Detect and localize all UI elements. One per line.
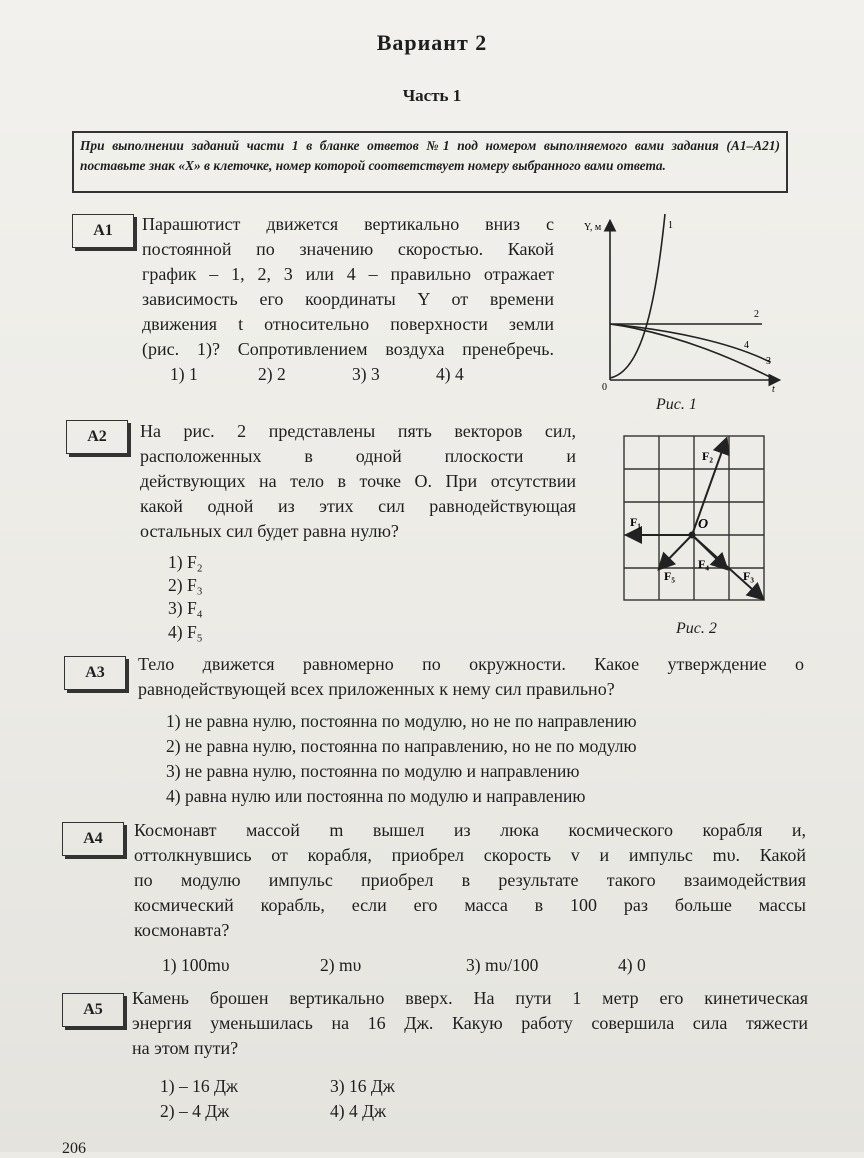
a1-option-2: 2) 2 [258,364,286,384]
question-a3-text: Тело движется равномерно по окружности. Какое утверждение о равнодействующей всех приложенных к нему сил правильно? [138,654,804,699]
a2-option-1: 1) F₂ [168,552,203,572]
question-a4-text: Космонавт массой m вышел из люка космического корабля и, оттолкнувшись от корабля, приобрел скорость v и импульс mυ. Какой по модулю импульс приобрел в результате такого взаимодействия космический корабль, если его масса в 100 раз больше массы космонавта? [134,820,806,940]
a2-option-4: 4) F₅ [168,622,203,642]
curve-1-label: 1 [668,220,673,231]
a1-option-3: 3) 3 [352,364,380,384]
a4-option-2: 2) mυ [320,955,362,975]
a4-option-1: 1) 100mυ [162,955,230,975]
a1-option-1: 1) 1 [170,364,198,384]
curve-3-label: 3 [766,356,771,367]
a1-option-4: 4) 4 [436,364,464,384]
question-label-a3: A3 [64,656,126,690]
vector-f1-label: F₁ [630,515,641,529]
a3-option-2: 2) не равна нулю, постоянна по направлению, но не по модулю [166,736,637,756]
figure-1-caption: Рис. 1 [656,396,697,413]
page-number: 206 [62,1140,86,1157]
figure-2-vectors [622,434,768,604]
part-title: Часть 1 [402,86,462,105]
question-label-a5: A5 [62,993,124,1027]
vector-f5 [660,535,692,568]
a3-option-1: 1) не равна нулю, постоянна по модулю, но не по направлению [166,711,637,731]
vector-f2-label: F₂ [702,449,713,463]
vector-f5-label: F₅ [664,569,675,583]
a2-option-2: 2) F₃ [168,575,203,595]
question-a5-text: Камень брошен вертикально вверх. На пути 1 метр его кинетическая энергия уменьшилась на 16 Дж. Какую работу совершила сила тяжести на этом пути? [132,988,808,1058]
vector-f4-label: F₄ [698,557,709,571]
page-title: Вариант 2 [376,30,488,55]
curve-2-label: 2 [754,309,759,320]
a3-option-4: 4) равна нулю или постоянна по модулю и направлению [166,786,586,806]
question-a1-text: Парашютист движется вертикально вниз с постоянной по значению скоростью. Какой график – 1, 2, 3 или 4 – правильно отражает зависимость его координаты Y от времени движения t относительно поверхности земли (рис. 1)? Сопротивлением воздуха пренебречь. [142,214,554,359]
a5-option-2: 2) – 4 Дж [160,1101,230,1121]
origin-label: 0 [602,382,607,393]
question-label-a1: A1 [72,214,134,248]
a4-option-3: 3) mυ/100 [466,955,539,975]
a5-option-4: 4) 4 Дж [330,1101,387,1121]
a5-option-3: 3) 16 Дж [330,1076,395,1096]
question-label-a2: A2 [66,420,128,454]
question-a2-text: На рис. 2 представлены пять векторов сил, расположенных в одной плоскости и действующих на тело в точке O. При отсутствии какой одной из этих сил равнодействующая остальных сил будет равна нулю? [140,421,576,541]
vector-f3-label: F₃ [743,569,754,583]
curve-1 [610,214,665,378]
figure-1-graph [580,212,790,394]
question-label-a4: A4 [62,822,124,856]
curve-3 [610,324,772,378]
x-axis-label: t [772,384,775,394]
y-axis-label: Y, м [584,222,602,233]
a4-option-4: 4) 0 [618,955,646,975]
curve-4-label: 4 [744,340,749,351]
a5-option-1: 1) – 16 Дж [160,1076,238,1096]
figure-2-caption: Рис. 2 [676,620,717,637]
point-o-label: O [698,517,709,532]
a3-option-3: 3) не равна нулю, постоянна по модулю и направлению [166,761,580,781]
instruction-box: При выполнении заданий части 1 в бланке ответов №1 под номером выполняемого вами задания (А1–А21) поставьте знак «X» в клеточке, номер которой соответствует номеру выбранного вами ответа. [72,131,788,193]
a2-option-3: 3) F₄ [168,598,203,618]
